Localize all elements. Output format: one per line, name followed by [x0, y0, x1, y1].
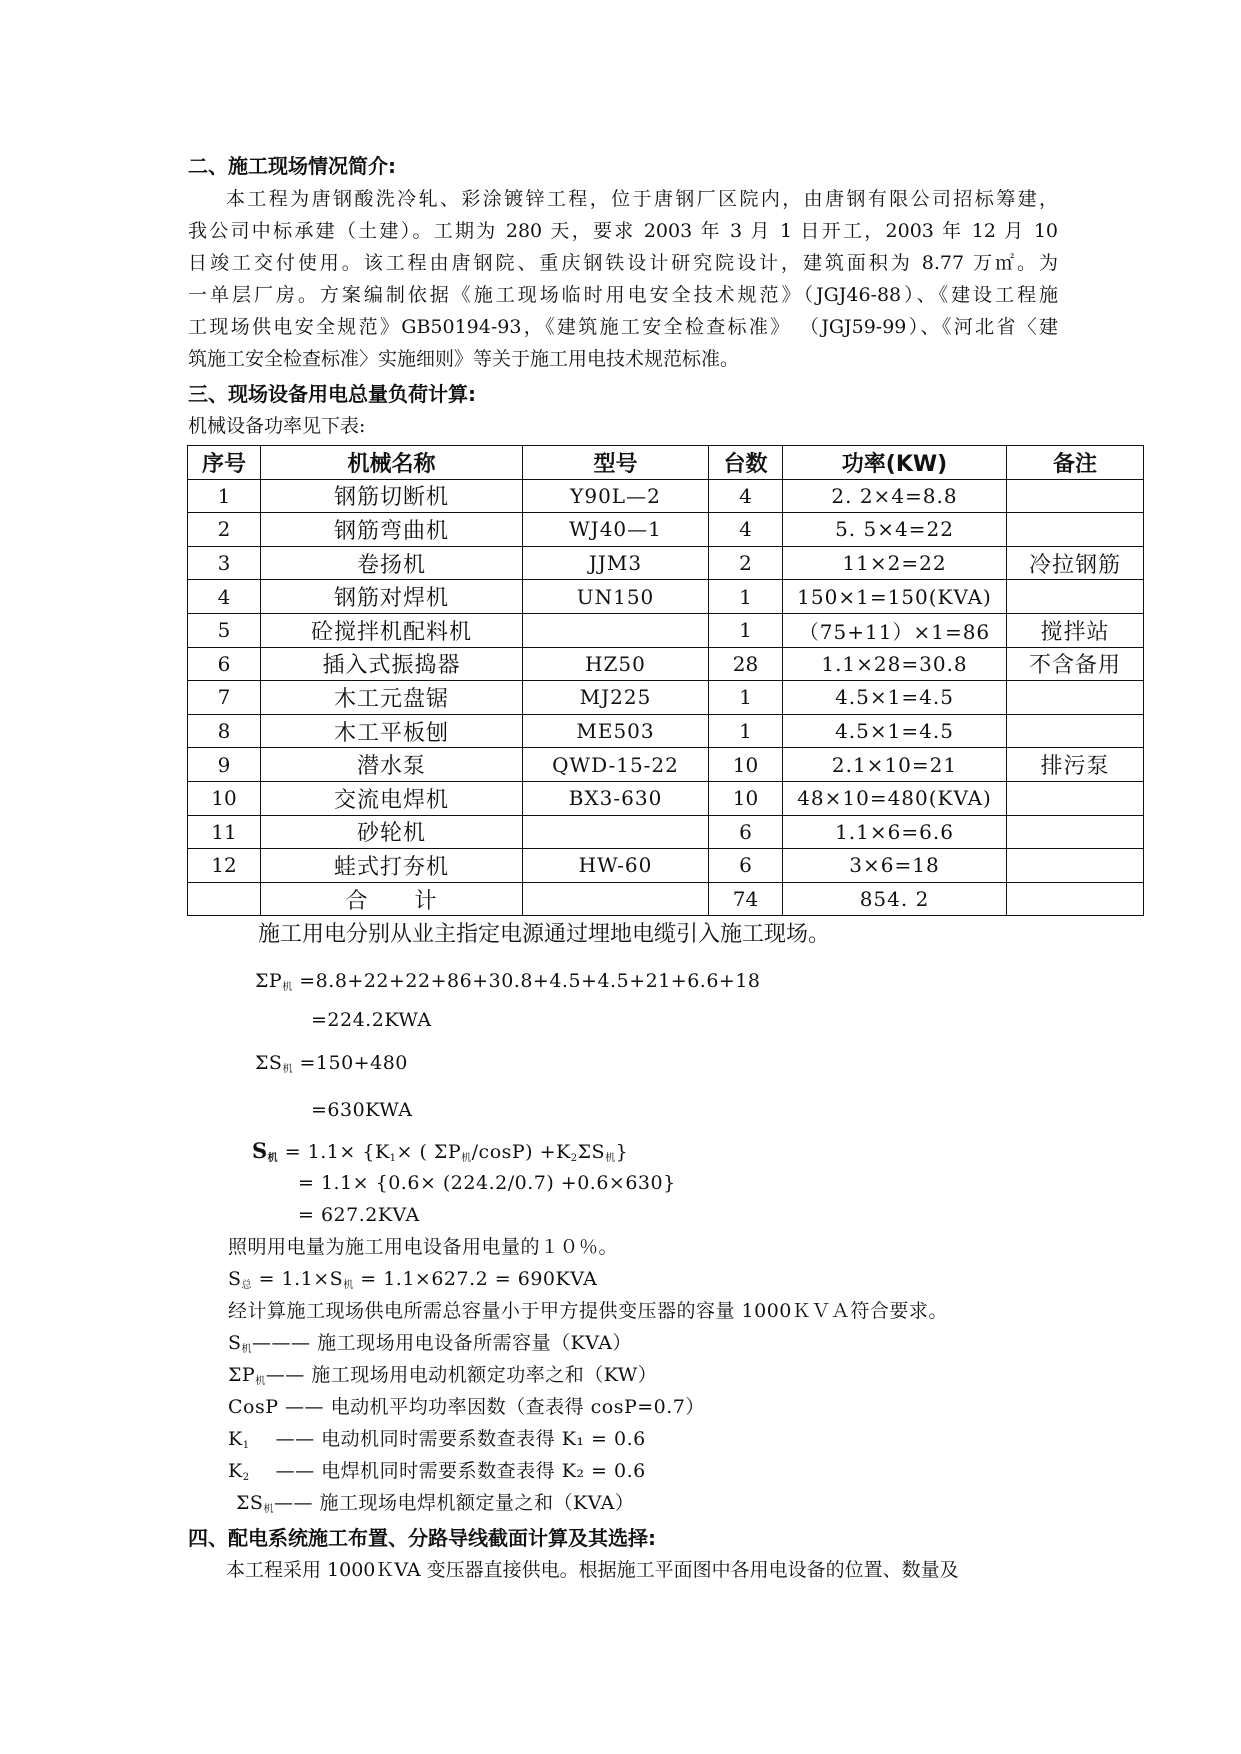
cell-name: 砼搅拌机配料机	[261, 613, 523, 647]
cell-model	[523, 882, 709, 916]
s-total-machine-sub: 机	[343, 1280, 354, 1291]
legend-description: ——— 施工现场用电设备所需容量（KVA）	[252, 1332, 632, 1354]
legend-line	[228, 1362, 657, 1395]
legend-line	[228, 1394, 705, 1427]
cell-name: 插入式振捣器	[261, 647, 523, 681]
s-total-symbol: S	[228, 1268, 242, 1290]
cell-seq: 11	[188, 815, 261, 849]
s-machine-symbol: S	[252, 1138, 268, 1163]
table-header-row	[188, 446, 1144, 480]
sum-p-result: =224.2KWA	[311, 1009, 432, 1031]
cell-model: ME503	[523, 714, 709, 748]
cell-seq: 1	[188, 479, 261, 513]
cell-seq: 5	[188, 613, 261, 647]
s-formula-part-c: /cosP) +K	[471, 1141, 571, 1163]
legend-line	[228, 1426, 646, 1459]
cell-name: 潜水泵	[261, 748, 523, 782]
cell-note: 不含备用	[1007, 647, 1144, 681]
cell-name: 砂轮机	[261, 815, 523, 849]
legend-subscript: 机	[255, 1376, 266, 1387]
s-formula-s-sub: 机	[605, 1153, 616, 1164]
cell-model: MJ225	[523, 681, 709, 715]
cell-power: （75+11）×1=86	[783, 613, 1007, 647]
s-formula-p-sub: 机	[461, 1153, 472, 1164]
s-formula-part-b: × ( ΣP	[396, 1141, 462, 1163]
section-2-line-1: 本工程为唐钢酸洗冷轧、彩涂镀锌工程，位于唐钢厂区院内，由唐钢有限公司招标筹建，	[226, 188, 1058, 210]
cell-model: JJM3	[523, 546, 709, 580]
sum-s-symbol: ΣS	[255, 1052, 283, 1074]
sum-s-subscript: 机	[282, 1064, 293, 1075]
cell-model	[523, 613, 709, 647]
legend-line	[228, 1330, 632, 1363]
s-machine-line-2: = 1.1× {0.6× (224.2/0.7) +0.6×630}	[298, 1172, 676, 1194]
cell-power: 3×6=18	[783, 849, 1007, 883]
cell-count: 6	[709, 849, 783, 883]
cell-name: 钢筋对焊机	[261, 580, 523, 614]
s-total-part-b: = 1.1×S	[258, 1268, 344, 1290]
section-2-line-2: 我公司中标承建（土建）。工期为 280 天，要求 2003 年 3 月 1 日开工，2003 年 12 月 10	[188, 220, 1058, 242]
s-total-subscript: 总	[241, 1280, 253, 1291]
cell-note	[1007, 882, 1144, 916]
cell-count: 28	[709, 647, 783, 681]
legend-symbol: ΣP	[228, 1364, 256, 1386]
legend-symbol: CosP	[228, 1396, 279, 1418]
cell-model: QWD-15-22	[523, 748, 709, 782]
cell-name: 木工元盘锯	[261, 681, 523, 715]
cell-model: WJ40—1	[523, 513, 709, 547]
cell-model: Y90L—2	[523, 479, 709, 513]
header-power: 功率(KW)	[783, 446, 1007, 480]
equipment-power-table	[187, 445, 1144, 916]
cell-seq: 8	[188, 714, 261, 748]
cell-count: 1	[709, 613, 783, 647]
legend-symbol: S	[228, 1332, 242, 1354]
cell-model: HZ50	[523, 647, 709, 681]
sum-p-expression	[255, 968, 761, 1001]
s-machine-line-3: = 627.2KVA	[298, 1204, 420, 1226]
table-row	[188, 546, 1144, 580]
cell-name: 蛙式打夯机	[261, 849, 523, 883]
s-formula-k1-sub: 1	[389, 1153, 397, 1164]
table-row	[188, 513, 1144, 547]
legend-line	[236, 1490, 634, 1523]
cell-count: 10	[709, 781, 783, 815]
table-row	[188, 748, 1144, 782]
section-4-heading: 四、配电系统施工布置、分路导线截面计算及其选择:	[188, 1526, 656, 1550]
sum-p-subscript: 机	[282, 982, 293, 993]
s-total-part-c: = 1.1×627.2 = 690KVA	[360, 1268, 598, 1290]
table-row	[188, 849, 1144, 883]
table-row	[188, 714, 1144, 748]
cell-count: 1	[709, 714, 783, 748]
cell-model	[523, 815, 709, 849]
header-note: 备注	[1007, 446, 1144, 480]
cell-power: 48×10=480(KVA)	[783, 781, 1007, 815]
cell-power: 150×1=150(KVA)	[783, 580, 1007, 614]
table-row	[188, 815, 1144, 849]
cell-seq: 2	[188, 513, 261, 547]
header-model: 型号	[523, 446, 709, 480]
cell-note: 冷拉钢筋	[1007, 546, 1144, 580]
cell-count: 1	[709, 681, 783, 715]
cell-name: 合 计	[261, 882, 523, 916]
legend-description: —— 电动机平均功率因数（查表得 cosP=0.7）	[278, 1396, 705, 1418]
section-2-line-6: 筑施工安全检查标准〉实施细则》等关于施工用电技术规范标准。	[188, 348, 740, 370]
cell-model: BX3-630	[523, 781, 709, 815]
cell-note	[1007, 513, 1144, 547]
section-2-heading: 二、施工现场情况简介:	[188, 154, 396, 178]
s-machine-subscript: 机	[267, 1153, 279, 1164]
legend-symbol: K	[228, 1460, 243, 1482]
section-4-line-1: 本工程采用 1000ＫVA 变压器直接供电。根据施工平面图中各用电设备的位置、数量及	[226, 1559, 959, 1581]
s-machine-formula	[252, 1138, 628, 1172]
cell-power: 11×2=22	[783, 546, 1007, 580]
table-row	[188, 781, 1144, 815]
table-intro: 机械设备功率见下表:	[188, 415, 366, 437]
cell-note	[1007, 849, 1144, 883]
cell-count: 4	[709, 513, 783, 547]
cell-note	[1007, 815, 1144, 849]
s-formula-k2-sub: 2	[570, 1153, 578, 1164]
cell-name: 木工平板刨	[261, 714, 523, 748]
cell-note: 排污泵	[1007, 748, 1144, 782]
header-count: 台数	[709, 446, 783, 480]
cell-model: HW-60	[523, 849, 709, 883]
cell-seq: 6	[188, 647, 261, 681]
cell-seq: 9	[188, 748, 261, 782]
cell-count: 1	[709, 580, 783, 614]
cell-power: 854. 2	[783, 882, 1007, 916]
cell-name: 卷扬机	[261, 546, 523, 580]
cell-seq: 4	[188, 580, 261, 614]
s-formula-part-e: }	[615, 1141, 629, 1163]
lighting-note: 照明用电量为施工用电设备用电量的１０％。	[228, 1236, 619, 1258]
section-2-line-5: 工现场供电安全规范》GB50194-93，《建筑施工安全检查标准》 （JGJ59-99）、《河北省〈建	[188, 316, 1058, 338]
cell-count: 2	[709, 546, 783, 580]
legend-description: —— 电焊机同时需要系数查表得 K₂ = 0.6	[249, 1460, 646, 1482]
cell-power: 2. 2×4=8.8	[783, 479, 1007, 513]
table-row	[188, 647, 1144, 681]
cell-count: 10	[709, 748, 783, 782]
cell-seq	[188, 882, 261, 916]
cell-note	[1007, 479, 1144, 513]
sum-s-expression	[255, 1050, 408, 1083]
table-row	[188, 882, 1144, 916]
legend-subscript: 机	[263, 1504, 274, 1515]
sum-s-formula: =150+480	[299, 1052, 408, 1074]
table-row	[188, 479, 1144, 513]
legend-line	[228, 1458, 646, 1491]
s-formula-part-d: ΣS	[577, 1141, 606, 1163]
legend-symbol: ΣS	[236, 1492, 264, 1514]
cell-seq: 10	[188, 781, 261, 815]
header-seq: 序号	[188, 446, 261, 480]
cell-count: 6	[709, 815, 783, 849]
cell-name: 钢筋弯曲机	[261, 513, 523, 547]
section-2-line-3: 日竣工交付使用。该工程由唐钢院、重庆钢铁设计研究院设计，建筑面积为 8.77 万㎡。为	[188, 252, 1058, 274]
cell-power: 1.1×6=6.6	[783, 815, 1007, 849]
section-2-line-4: 一单层厂房。方案编制依据《施工现场临时用电安全技术规范》（JGJ46-88）、《建设工程施	[188, 284, 1058, 306]
cell-count: 4	[709, 479, 783, 513]
cell-note: 搅拌站	[1007, 613, 1144, 647]
cell-note	[1007, 781, 1144, 815]
sum-p-formula: =8.8+22+22+86+30.8+4.5+4.5+21+6.6+18	[299, 970, 761, 992]
legend-subscript: 2	[242, 1472, 250, 1483]
cell-seq: 12	[188, 849, 261, 883]
sum-p-symbol: ΣP	[255, 970, 283, 992]
table-row	[188, 613, 1144, 647]
cell-power: 2.1×10=21	[783, 748, 1007, 782]
cell-power: 4.5×1=4.5	[783, 714, 1007, 748]
sum-s-result: =630KWA	[311, 1099, 413, 1121]
legend-symbol: K	[228, 1428, 243, 1450]
header-name: 机械名称	[261, 446, 523, 480]
cell-model: UN150	[523, 580, 709, 614]
cell-seq: 7	[188, 681, 261, 715]
legend-subscript: 机	[241, 1344, 253, 1355]
cell-power: 1.1×28=30.8	[783, 647, 1007, 681]
legend-description: —— 电动机同时需要系数查表得 K₁ = 0.6	[249, 1428, 646, 1450]
cell-note	[1007, 681, 1144, 715]
capacity-conclusion: 经计算施工现场供电所需总容量小于甲方提供变压器的容量 1000ＫＶＡ符合要求。	[228, 1300, 948, 1322]
cell-name: 钢筋切断机	[261, 479, 523, 513]
s-total-formula	[228, 1266, 597, 1299]
s-formula-part-a: = 1.1× {K	[284, 1141, 390, 1163]
table-row	[188, 580, 1144, 614]
cell-note	[1007, 580, 1144, 614]
cell-count: 74	[709, 882, 783, 916]
legend-subscript: 1	[242, 1440, 250, 1451]
legend-description: —— 施工现场用电动机额定功率之和（KW）	[265, 1364, 658, 1386]
cell-name: 交流电焊机	[261, 781, 523, 815]
cell-power: 5. 5×4=22	[783, 513, 1007, 547]
cell-power: 4.5×1=4.5	[783, 681, 1007, 715]
table-row	[188, 681, 1144, 715]
cell-note	[1007, 714, 1144, 748]
section-3-heading: 三、现场设备用电总量负荷计算:	[188, 382, 476, 406]
cell-seq: 3	[188, 546, 261, 580]
supply-note: 施工用电分别从业主指定电源通过埋地电缆引入施工现场。	[258, 922, 831, 947]
legend-description: —— 施工现场电焊机额定量之和（KVA）	[273, 1492, 635, 1514]
